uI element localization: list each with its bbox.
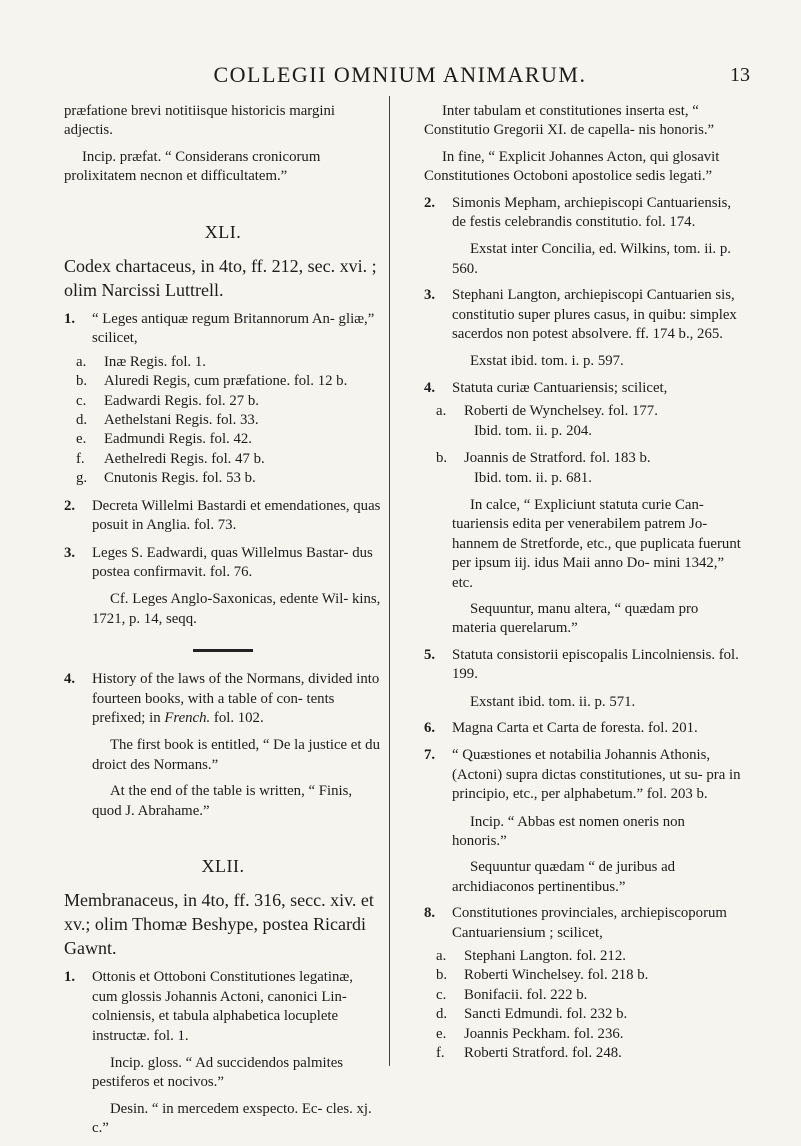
entry-number: 5. xyxy=(424,646,436,663)
sub-item: b. Aluredi Regis, cum præfatione. fol. 12 b. xyxy=(76,373,348,390)
page-header xyxy=(0,0,801,96)
entry-1 xyxy=(64,968,382,1046)
sub-item-note: Ibid. tom. ii. p. 681. xyxy=(474,469,592,486)
entry-number: 8. xyxy=(424,905,436,922)
right-column xyxy=(424,102,742,1063)
entry-text: Leges S. Eadwardi, quas Willelmus Bastar- dus postea confirmavit. fol. 76. xyxy=(92,544,373,580)
entry-text: Magna Carta et Carta de foresta. fol. 201. xyxy=(452,719,698,736)
sub-item: a. Inæ Regis. fol. 1. xyxy=(76,353,206,370)
entry-3 xyxy=(424,286,742,344)
entry-number: 4. xyxy=(424,379,436,396)
entry-number: 2. xyxy=(424,194,436,211)
column-divider xyxy=(389,96,390,1066)
language-italic: French. xyxy=(164,709,211,726)
sub-item: f. Aethelredi Regis. fol. 47 b. xyxy=(76,450,265,467)
entry-text: Decreta Willelmi Bastardi et emendationes, quas posuit in Anglia. fol. 73. xyxy=(92,497,381,534)
entry-number: 7. xyxy=(424,747,436,764)
entry-note: At the end of the table is written, “ Finis, quod J. Abrahame.” xyxy=(92,783,353,819)
sub-list xyxy=(424,947,742,1063)
codex-description-xli: Codex chartaceus, in 4to, ff. 212, sec. xvi. ; olim Narcissi Luttrell. xyxy=(64,256,377,301)
sub-item: e. Eadmundi Regis. fol. 42. xyxy=(76,431,252,448)
codex-description-xlii: Membranaceus, in 4to, ff. 316, secc. xiv. et xv.; olim Thomæ Beshype, postea Ricardi Gawnt. xyxy=(64,890,374,959)
sub-item-note: Ibid. tom. ii. p. 204. xyxy=(474,422,592,439)
entry-text: Simonis Mepham, archiepiscopi Cantuariensis, de festis celebrandis constitutio. fol. 174. xyxy=(452,194,732,231)
section-rule xyxy=(193,649,253,652)
section-heading-xlii: XLII. xyxy=(201,855,245,876)
entry-note: Cf. Leges Anglo-Saxonicas, edente Wil- kins, 1721, p. 14, seqq. xyxy=(92,591,381,627)
sub-item: f. Roberti Stratford. fol. 248. xyxy=(436,1045,622,1062)
sub-item: d. Sancti Edmundi. fol. 232 b. xyxy=(436,1006,628,1023)
entry-number: 1. xyxy=(64,969,76,986)
entry-note: Sequuntur quædam “ de juribus ad archidiaconos pertinentibus.” xyxy=(452,859,676,895)
intro-paragraph: præfatione brevi notitiisque historicis margini adjectis. xyxy=(64,103,335,139)
entry-number: 3. xyxy=(64,544,76,561)
entry-number: 1. xyxy=(64,311,76,328)
incipit-paragraph: Incip. præfat. “ Considerans cronicorum prolixitatem necnon et difficultatem.” xyxy=(64,148,321,185)
entry-text: “ Leges antiquæ regum Britannorum An- gliæ,” scilicet, xyxy=(92,311,375,347)
entry-note: Incip. gloss. “ Ad succidendos palmites pestiferos et nocivos.” xyxy=(92,1055,344,1091)
entry-2 xyxy=(424,194,742,233)
entry-text: Statuta curiæ Cantuariensis; scilicet, xyxy=(452,379,668,396)
entry-text: History of the laws of the Normans, divided into fourteen books, with a table of con- tents prefixed; in French. fol. 102. xyxy=(92,671,380,726)
entry-text: Statuta consistorii episcopalis Lincolniensis. fol. 199. xyxy=(452,646,739,683)
entry-note: Desin. “ in mercedem exspecto. Ec- cles. xj. c.” xyxy=(92,1100,372,1137)
entry-2 xyxy=(64,497,382,536)
entry-5 xyxy=(424,646,742,685)
entry-3 xyxy=(64,544,382,583)
sub-item: c. Eadwardi Regis. fol. 27 b. xyxy=(76,392,259,409)
entry-note: Sequuntur, manu altera, “ quædam pro materia querelarum.” xyxy=(452,600,699,637)
sub-item: a. Stephani Langton. fol. 212. xyxy=(436,948,626,965)
entry-7 xyxy=(424,746,742,804)
page-number: 13 xyxy=(730,64,750,86)
continuation-paragraph: Inter tabulam et constitutiones inserta est, “ Constitutio Gregorii XI. de capella- nis honoris.” xyxy=(424,103,715,139)
sub-list xyxy=(64,353,382,489)
running-title: COLLEGII OMNIUM ANIMARUM. xyxy=(213,62,587,87)
entry-1 xyxy=(64,310,382,349)
entry-note: Exstat inter Concilia, ed. Wilkins, tom. ii. p. 560. xyxy=(452,241,731,277)
entry-text: Constitutiones provinciales, archiepiscoporum Cantuariensium ; scilicet, xyxy=(452,905,727,941)
sub-item: e. Joannis Peckham. fol. 236. xyxy=(436,1025,624,1042)
sub-item: c. Bonifacii. fol. 222 b. xyxy=(436,986,588,1003)
entry-note: Incip. “ Abbas est nomen oneris non honoris.” xyxy=(452,813,685,849)
sub-list xyxy=(424,402,742,488)
entry-text: Stephani Langton, archiepiscopi Cantuarien sis, constitutio super plures casus, in quibu: simplex sacerdos non potest absolvere. ff. 174 b., 265. xyxy=(452,287,737,343)
sub-item: d. Aethelstani Regis. fol. 33. xyxy=(76,412,259,429)
sub-item: b. Joannis de Stratford. fol. 183 b. xyxy=(436,450,651,467)
entry-number: 2. xyxy=(64,497,76,514)
sub-item: b. Roberti Winchelsey. fol. 218 b. xyxy=(436,967,649,984)
entry-number: 4. xyxy=(64,671,76,688)
entry-number: 3. xyxy=(424,287,436,304)
entry-text: “ Quæstiones et notabilia Johannis Athonis, (Actoni) supra dictas constitutiones, ut su- pra in principio, etc., per alphabetum.” fol. 203 b. xyxy=(452,747,741,803)
entry-8 xyxy=(424,904,742,943)
entry-4 xyxy=(64,670,382,728)
continuation-paragraph: In fine, “ Explicit Johannes Acton, qui glosavit Constitutiones Octoboni apostolice sedis legati.” xyxy=(424,148,720,185)
sub-item: a. Roberti de Wynchelsey. fol. 177. xyxy=(436,403,658,420)
left-column xyxy=(64,102,382,1146)
entry-note: Exstant ibid. tom. ii. p. 571. xyxy=(470,693,636,710)
entry-note: Exstat ibid. tom. i. p. 597. xyxy=(470,353,624,370)
entry-4 xyxy=(424,379,742,398)
entry-note: The first book is entitled, “ De la justice et du droict des Normans.” xyxy=(92,737,380,773)
entry-text: Ottonis et Ottoboni Constitutiones legatinæ, cum glossis Johannis Actoni, canonici Lin- colniensis, et tabula alphabetica locuplete instructæ. fol. 1. xyxy=(92,969,353,1044)
section-heading-xli: XLI. xyxy=(204,221,242,242)
entry-6 xyxy=(424,719,742,738)
entry-number: 6. xyxy=(424,719,436,736)
sub-item: g. Cnutonis Regis. fol. 53 b. xyxy=(76,470,256,487)
entry-note: In calce, “ Expliciunt statuta curie Can- tuariensis edita per venerabilem patrem Jo- hannem de Stretforde, etc., que puplicata fuerunt per ipsum iij. idus Maii anno Do- mini 1342,” etc. xyxy=(452,496,741,591)
